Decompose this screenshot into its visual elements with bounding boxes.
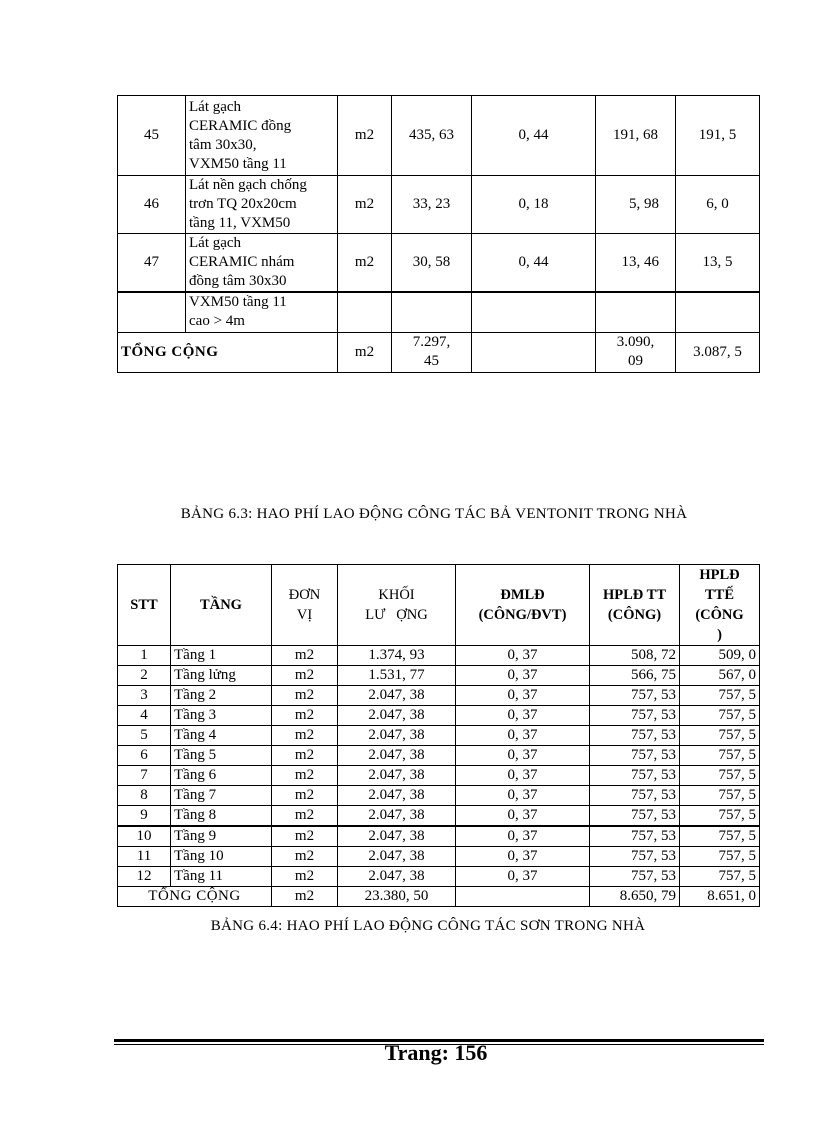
unit-cell: m2 bbox=[272, 766, 338, 786]
desc-line: đồng tâm 30x30 bbox=[189, 273, 287, 289]
header-line: ) bbox=[717, 627, 722, 643]
table-6-3-continued bbox=[117, 95, 760, 373]
total-label: TỔNG CỘNG bbox=[118, 332, 338, 372]
tang-cell: Tầng 11 bbox=[171, 867, 272, 887]
unit-cell: m2 bbox=[272, 686, 338, 706]
rate-cell: 0, 37 bbox=[456, 746, 590, 766]
header-line: (CÔNG) bbox=[607, 607, 662, 623]
hpld-tt-cell: 757, 53 bbox=[590, 826, 680, 847]
tang-cell: Tầng 6 bbox=[171, 766, 272, 786]
hpld-tt-cell: 13, 46 bbox=[596, 234, 676, 293]
total-label: TỔNG CỘNG bbox=[118, 887, 272, 907]
desc-line: tầng 11, VXM50 bbox=[189, 215, 291, 231]
qty-cell bbox=[392, 292, 472, 332]
table-row bbox=[118, 706, 760, 726]
desc-line: CERAMIC đồng bbox=[189, 117, 292, 134]
total-row bbox=[118, 887, 760, 907]
table-caption-6-3: BẢNG 6.3: HAO PHÍ LAO ĐỘNG CÔNG TÁC BẢ VENTONIT TRONG NHÀ bbox=[180, 506, 688, 522]
total-qty-line: 45 bbox=[424, 353, 439, 369]
header-line: LƯ ỢNG bbox=[365, 607, 428, 623]
qty-cell: 2.047, 38 bbox=[338, 686, 456, 706]
header-tang: TẦNG bbox=[171, 565, 272, 646]
hpld-tt-cell bbox=[596, 292, 676, 332]
qty-cell: 435, 63 bbox=[392, 96, 472, 176]
stt-cell: 3 bbox=[118, 686, 171, 706]
total-hpld-tt bbox=[596, 332, 676, 372]
table-row bbox=[118, 806, 760, 827]
desc-line: CERAMIC nhám bbox=[189, 254, 295, 270]
hpld-tt-cell: 5, 98 bbox=[596, 176, 676, 234]
qty-cell: 1.374, 93 bbox=[338, 646, 456, 666]
desc-line: Lát gạch bbox=[189, 235, 242, 251]
stt-cell: 1 bbox=[118, 646, 171, 666]
qty-cell: 30, 58 bbox=[392, 234, 472, 293]
unit-cell: m2 bbox=[272, 786, 338, 806]
header-line: (CÔNG bbox=[695, 607, 744, 623]
total-qty bbox=[392, 332, 472, 372]
stt-cell bbox=[118, 292, 186, 332]
unit-cell: m2 bbox=[338, 176, 392, 234]
rate-cell: 0, 37 bbox=[456, 686, 590, 706]
qty-cell: 2.047, 38 bbox=[338, 806, 456, 827]
header-hpld-tte bbox=[680, 565, 760, 646]
header-unit bbox=[272, 565, 338, 646]
stt-cell: 9 bbox=[118, 806, 171, 827]
rate-cell: 0, 37 bbox=[456, 847, 590, 867]
rate-cell: 0, 37 bbox=[456, 706, 590, 726]
hpld-tte-cell: 567, 0 bbox=[680, 666, 760, 686]
unit-cell: m2 bbox=[272, 847, 338, 867]
hpld-tt-cell: 757, 53 bbox=[590, 867, 680, 887]
page-number: Trang: 156 bbox=[384, 1040, 488, 1065]
rate-cell: 0, 37 bbox=[456, 826, 590, 847]
hpld-tt-cell: 508, 72 bbox=[590, 646, 680, 666]
rate-cell: 0, 37 bbox=[456, 646, 590, 666]
header-line: (CÔNG/ĐVT) bbox=[478, 607, 567, 623]
header-line: HPLĐ TT bbox=[603, 587, 666, 603]
stt-cell: 11 bbox=[118, 847, 171, 867]
hpld-tt-cell: 757, 53 bbox=[590, 706, 680, 726]
tang-cell: Tầng lửng bbox=[171, 666, 272, 686]
header-qty bbox=[338, 565, 456, 646]
total-hpld-tte: 8.651, 0 bbox=[680, 887, 760, 907]
stt-cell: 6 bbox=[118, 746, 171, 766]
desc-line: cao > 4m bbox=[189, 313, 245, 330]
unit-cell: m2 bbox=[272, 867, 338, 887]
tang-cell: Tầng 8 bbox=[171, 806, 272, 827]
table-row bbox=[118, 176, 760, 234]
desc-line: tâm 30x30, bbox=[189, 136, 257, 153]
qty-cell: 33, 23 bbox=[392, 176, 472, 234]
hpld-tt-cell: 757, 53 bbox=[590, 786, 680, 806]
tang-cell: Tầng 10 bbox=[171, 847, 272, 867]
hpld-tte-cell: 757, 5 bbox=[680, 867, 760, 887]
total-unit: m2 bbox=[272, 887, 338, 907]
desc-line: VXM50 tầng 11 bbox=[189, 294, 287, 311]
hpld-tte-cell bbox=[676, 292, 760, 332]
table-row bbox=[118, 666, 760, 686]
table-row bbox=[118, 847, 760, 867]
tang-cell: Tầng 2 bbox=[171, 686, 272, 706]
qty-cell: 2.047, 38 bbox=[338, 847, 456, 867]
stt-cell: 2 bbox=[118, 666, 171, 686]
header-rate bbox=[456, 565, 590, 646]
unit-cell: m2 bbox=[272, 646, 338, 666]
qty-cell: 2.047, 38 bbox=[338, 706, 456, 726]
table-row bbox=[118, 726, 760, 746]
stt-cell: 7 bbox=[118, 766, 171, 786]
rate-cell: 0, 37 bbox=[456, 666, 590, 686]
header-line: HPLĐ bbox=[699, 567, 740, 583]
hpld-tte-cell: 757, 5 bbox=[680, 847, 760, 867]
desc-cell bbox=[186, 96, 338, 176]
hpld-tt-cell: 757, 53 bbox=[590, 847, 680, 867]
unit-cell: m2 bbox=[338, 96, 392, 176]
total-qty: 23.380, 50 bbox=[338, 887, 456, 907]
table-row bbox=[118, 686, 760, 706]
stt-cell: 46 bbox=[118, 176, 186, 234]
hpld-tt-cell: 757, 53 bbox=[590, 766, 680, 786]
hpld-tte-cell: 757, 5 bbox=[680, 786, 760, 806]
unit-cell bbox=[338, 292, 392, 332]
qty-cell: 2.047, 38 bbox=[338, 786, 456, 806]
hpld-tte-cell: 757, 5 bbox=[680, 806, 760, 827]
table-row bbox=[118, 766, 760, 786]
tang-cell: Tầng 7 bbox=[171, 786, 272, 806]
hpld-tte-cell: 757, 5 bbox=[680, 706, 760, 726]
header-line: VỊ bbox=[296, 607, 313, 623]
header-line: ĐMLĐ bbox=[500, 587, 545, 603]
total-qty-line: 7.297, bbox=[412, 334, 451, 350]
table-row bbox=[118, 746, 760, 766]
qty-cell: 2.047, 38 bbox=[338, 826, 456, 847]
table-header-row bbox=[118, 565, 760, 646]
rate-cell: 0, 37 bbox=[456, 786, 590, 806]
header-stt: STT bbox=[118, 565, 171, 646]
table-caption-6-4: BẢNG 6.4: HAO PHÍ LAO ĐỘNG CÔNG TÁC SƠN TRONG NHÀ bbox=[210, 918, 646, 934]
total-row bbox=[118, 332, 760, 372]
qty-cell: 2.047, 38 bbox=[338, 746, 456, 766]
tang-cell: Tầng 1 bbox=[171, 646, 272, 666]
unit-cell: m2 bbox=[272, 706, 338, 726]
hpld-tte-cell: 757, 5 bbox=[680, 686, 760, 706]
total-hpld-tte: 3.087, 5 bbox=[676, 332, 760, 372]
hpld-tte-cell: 757, 5 bbox=[680, 766, 760, 786]
rate-cell bbox=[472, 292, 596, 332]
stt-cell: 47 bbox=[118, 234, 186, 293]
rate-cell: 0, 37 bbox=[456, 766, 590, 786]
hpld-tte-cell: 757, 5 bbox=[680, 726, 760, 746]
qty-cell: 2.047, 38 bbox=[338, 766, 456, 786]
stt-cell: 12 bbox=[118, 867, 171, 887]
desc-line: trơn TQ 20x20cm bbox=[189, 196, 297, 212]
total-rate bbox=[472, 332, 596, 372]
table-6-4 bbox=[117, 564, 760, 907]
tang-cell: Tầng 4 bbox=[171, 726, 272, 746]
total-hpld-tt-line: 09 bbox=[628, 353, 643, 369]
rate-cell: 0, 44 bbox=[472, 96, 596, 176]
hpld-tte-cell: 757, 5 bbox=[680, 826, 760, 847]
stt-cell: 10 bbox=[118, 826, 171, 847]
hpld-tte-cell: 13, 5 bbox=[676, 234, 760, 293]
unit-cell: m2 bbox=[272, 826, 338, 847]
unit-cell: m2 bbox=[272, 746, 338, 766]
unit-cell: m2 bbox=[272, 726, 338, 746]
total-unit: m2 bbox=[338, 332, 392, 372]
total-hpld-tt: 8.650, 79 bbox=[590, 887, 680, 907]
unit-cell: m2 bbox=[272, 666, 338, 686]
table-row bbox=[118, 646, 760, 666]
hpld-tt-cell: 757, 53 bbox=[590, 746, 680, 766]
hpld-tt-cell: 757, 53 bbox=[590, 806, 680, 827]
header-line: KHỐI bbox=[378, 587, 415, 603]
table-row bbox=[118, 292, 760, 332]
rate-cell: 0, 37 bbox=[456, 867, 590, 887]
tang-cell: Tầng 3 bbox=[171, 706, 272, 726]
unit-cell: m2 bbox=[338, 234, 392, 293]
total-rate bbox=[456, 887, 590, 907]
table-row bbox=[118, 867, 760, 887]
hpld-tte-cell: 757, 5 bbox=[680, 746, 760, 766]
stt-cell: 8 bbox=[118, 786, 171, 806]
header-line: TTẾ bbox=[704, 587, 734, 603]
hpld-tt-cell: 191, 68 bbox=[596, 96, 676, 176]
hpld-tte-cell: 6, 0 bbox=[676, 176, 760, 234]
stt-cell: 4 bbox=[118, 706, 171, 726]
stt-cell: 45 bbox=[118, 96, 186, 176]
table-row bbox=[118, 786, 760, 806]
desc-line: Lát gạch bbox=[189, 98, 242, 115]
table-row bbox=[118, 826, 760, 847]
rate-cell: 0, 37 bbox=[456, 806, 590, 827]
hpld-tte-cell: 509, 0 bbox=[680, 646, 760, 666]
desc-cell bbox=[186, 292, 338, 332]
hpld-tt-cell: 757, 53 bbox=[590, 726, 680, 746]
qty-cell: 2.047, 38 bbox=[338, 867, 456, 887]
tang-cell: Tầng 5 bbox=[171, 746, 272, 766]
header-line: ĐƠN bbox=[288, 587, 321, 603]
hpld-tt-cell: 757, 53 bbox=[590, 686, 680, 706]
rate-cell: 0, 18 bbox=[472, 176, 596, 234]
desc-line: VXM50 tầng 11 bbox=[189, 155, 287, 172]
rate-cell: 0, 37 bbox=[456, 726, 590, 746]
hpld-tt-cell: 566, 75 bbox=[590, 666, 680, 686]
desc-cell bbox=[186, 234, 338, 293]
table-row bbox=[118, 96, 760, 176]
table-row bbox=[118, 234, 760, 293]
desc-line: Lát nền gạch chống bbox=[189, 177, 307, 193]
desc-cell bbox=[186, 176, 338, 234]
hpld-tte-cell: 191, 5 bbox=[676, 96, 760, 176]
unit-cell: m2 bbox=[272, 806, 338, 827]
rate-cell: 0, 44 bbox=[472, 234, 596, 293]
qty-cell: 1.531, 77 bbox=[338, 666, 456, 686]
qty-cell: 2.047, 38 bbox=[338, 726, 456, 746]
stt-cell: 5 bbox=[118, 726, 171, 746]
tang-cell: Tầng 9 bbox=[171, 826, 272, 847]
header-hpld-tt bbox=[590, 565, 680, 646]
total-hpld-tt-line: 3.090, bbox=[616, 334, 655, 350]
